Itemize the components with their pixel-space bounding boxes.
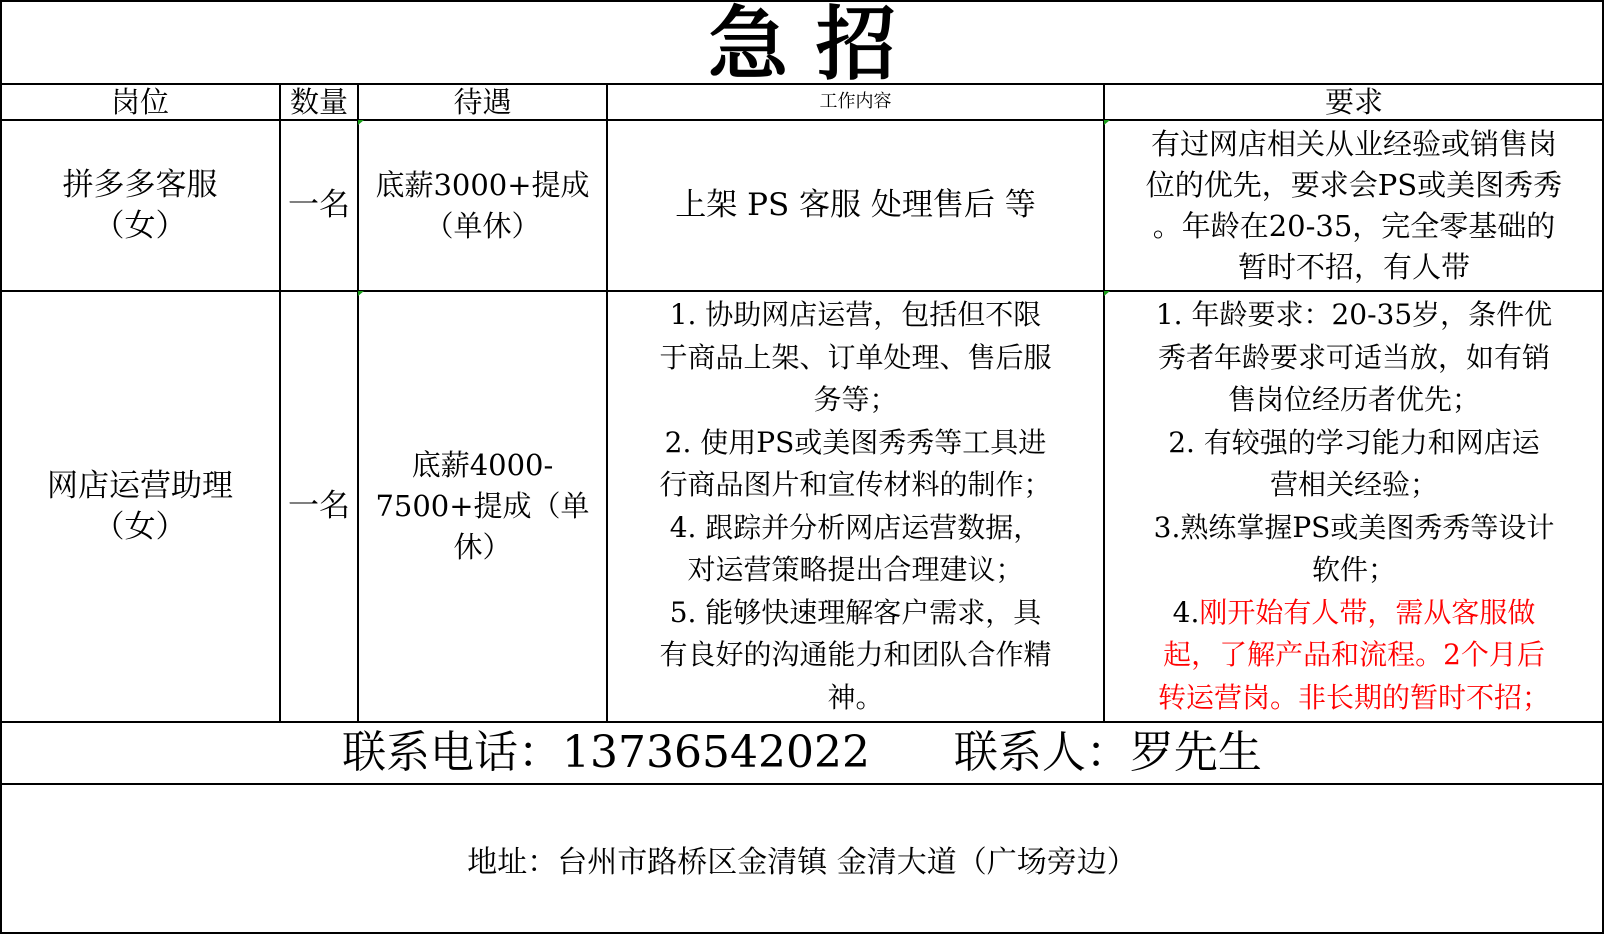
row1-position-line: （女） bbox=[93, 207, 187, 244]
row1-count: 一名 bbox=[288, 187, 350, 223]
row2-salary-line: 休） bbox=[453, 530, 512, 564]
row1-duties: 上架 PS 客服 处理售后 等 bbox=[675, 187, 1036, 223]
row1-salary-line: 底薪3000+提成 bbox=[375, 167, 590, 202]
row2-duty-line: 5. 能够快速理解客户需求，具 bbox=[669, 595, 1042, 629]
row2-salary bbox=[358, 291, 607, 722]
row2-position-line: 网店运营助理 bbox=[47, 467, 233, 504]
row2-duty-line: 有良好的沟通能力和团队合作精 bbox=[659, 638, 1052, 671]
row2-duty-line: 行商品图片和宣传材料的制作； bbox=[659, 468, 1052, 501]
row2-duties bbox=[607, 291, 1104, 722]
row2-duty-line: 1. 协助网店运营，包括但不限 bbox=[669, 298, 1042, 331]
header-count: 数量 bbox=[289, 85, 348, 119]
row2-req-highlight-line bbox=[1104, 592, 1604, 635]
row1-position bbox=[0, 120, 280, 291]
row2-req-line: 营相关经验； bbox=[1269, 468, 1438, 501]
row2-duty-line: 神。 bbox=[827, 680, 884, 714]
row2-requirements bbox=[1104, 291, 1604, 722]
row2-req-line: 2. 有较强的学习能力和网店运 bbox=[1168, 425, 1540, 459]
address-line: 地址：台州市路桥区金清镇 金清大道（广场旁边） bbox=[467, 845, 1137, 880]
row2-req-highlight-prefix: 4. bbox=[1172, 595, 1200, 629]
row2-req-highlight-line: 转运营岗。非长期的暂时不招； bbox=[1157, 680, 1550, 714]
row1-requirements bbox=[1104, 120, 1604, 291]
row1-req-line: 。年龄在20-35，完全零基础的 bbox=[1152, 208, 1556, 243]
row2-duty-line: 4. 跟踪并分析网店运营数据， bbox=[669, 510, 1042, 544]
row2-duty-line: 2. 使用PS或美图秀秀等工具进 bbox=[664, 425, 1047, 459]
row2-req-line: 软件； bbox=[1311, 553, 1396, 586]
row2-req-line: 1. 年龄要求：20-35岁，条件优 bbox=[1155, 298, 1553, 331]
row2-req-line: 秀者年龄要求可适当放，如有销 bbox=[1157, 340, 1550, 374]
page-title: 急 招 bbox=[708, 0, 896, 84]
row1-position-line: 拼多多客服 bbox=[62, 166, 218, 203]
row2-position-line: （女） bbox=[93, 508, 187, 545]
contact-line: 联系电话：13736542022 联系人：罗先生 bbox=[342, 727, 1262, 778]
row2-req-highlight-text: 刚开始有人带，需从客服做 bbox=[1199, 595, 1536, 629]
header-position: 岗位 bbox=[110, 85, 169, 119]
row1-salary bbox=[358, 120, 607, 291]
header-duties: 工作内容 bbox=[819, 91, 892, 112]
row2-req-highlight-line: 起，了解产品和流程。2个月后 bbox=[1163, 638, 1545, 671]
row2-duty-line: 对运营策略提出合理建议； bbox=[687, 553, 1024, 586]
header-salary: 待遇 bbox=[453, 85, 512, 119]
row1-req-line: 位的优先，要求会PS或美图秀秀 bbox=[1145, 167, 1563, 202]
row2-position bbox=[0, 291, 280, 722]
row2-duty-line: 于商品上架、订单处理、售后服 bbox=[659, 340, 1052, 374]
row2-duty-line: 务等； bbox=[813, 383, 898, 416]
row2-req-line: 售岗位经历者优先； bbox=[1227, 383, 1480, 416]
row1-req-line: 暂时不招，有人带 bbox=[1237, 249, 1470, 284]
header-requirements: 要求 bbox=[1324, 85, 1383, 119]
row1-req-line: 有过网店相关从业经验或销售岗 bbox=[1150, 126, 1557, 161]
row1-salary-line: （单休） bbox=[424, 208, 541, 243]
row2-count: 一名 bbox=[288, 488, 350, 524]
row2-salary-line: 7500+提成（单 bbox=[375, 489, 590, 523]
row2-salary-line: 底薪4000- bbox=[411, 448, 554, 482]
row2-req-line: 3.熟练掌握PS或美图秀秀等设计 bbox=[1153, 510, 1555, 544]
